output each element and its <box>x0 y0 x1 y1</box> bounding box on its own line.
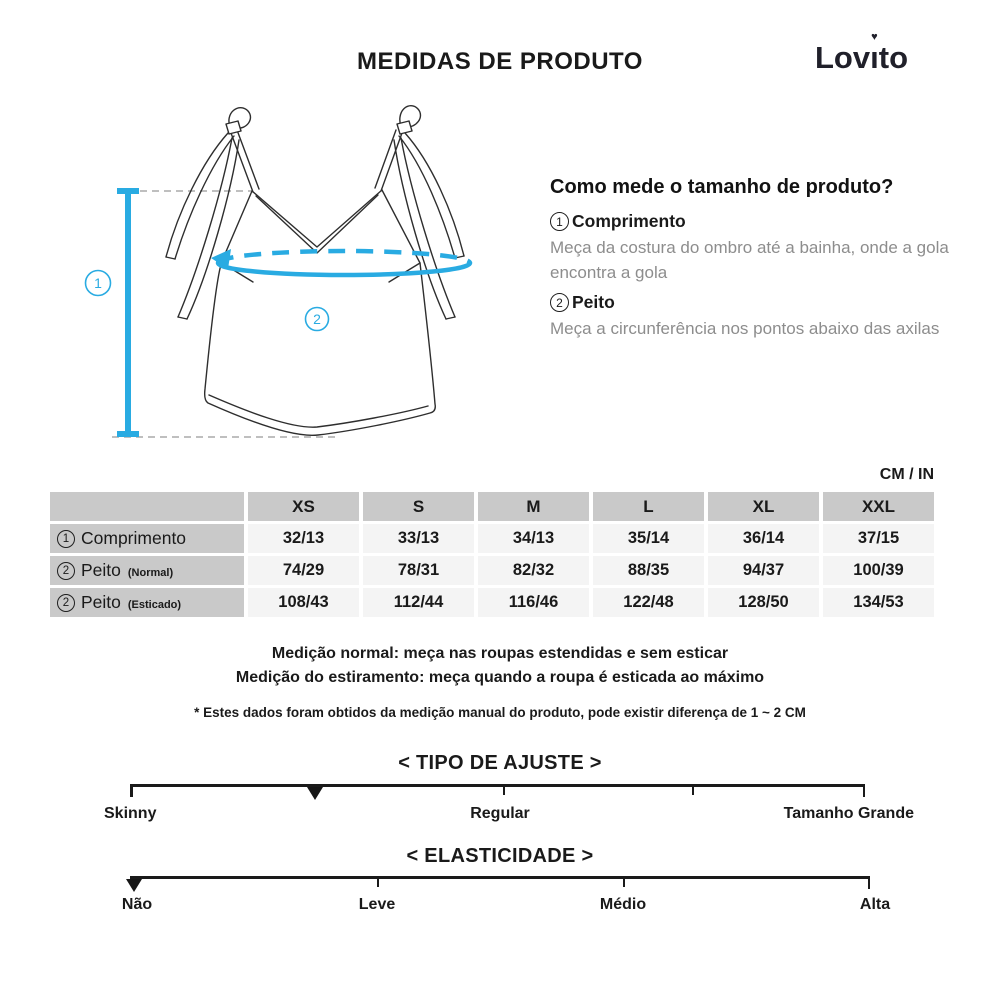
scale-tick <box>623 876 625 887</box>
garment-measure-diagram <box>50 100 510 460</box>
table-cell: 35/14 <box>593 524 704 553</box>
elasticity-scale-track <box>130 876 870 892</box>
page-title: MEDIDAS DE PRODUTO <box>357 48 643 75</box>
col-header-s: S <box>363 492 474 521</box>
circled-2-icon: 2 <box>550 293 569 312</box>
circled-1-icon: 1 <box>57 530 75 548</box>
col-header-xl: XL <box>708 492 819 521</box>
table-cell: 78/31 <box>363 556 474 585</box>
elasticity-marker-icon <box>126 879 142 892</box>
guide-item-name: Comprimento <box>572 211 686 231</box>
marker-1-number: 1 <box>94 275 102 291</box>
fit-marker-icon <box>307 787 323 800</box>
marker-2-number: 2 <box>313 311 321 327</box>
row-label-peito-normal: 2 Peito (Normal) <box>50 556 244 585</box>
scale-line <box>130 876 870 879</box>
circled-2-icon: 2 <box>57 562 75 580</box>
guide-item-peito <box>550 292 970 313</box>
guide-item-desc: Meça da costura do ombro até a bainha, onde a gola encontra a gola <box>550 238 949 282</box>
scale-tick <box>377 876 379 887</box>
table-cell: 112/44 <box>363 588 474 617</box>
heart-icon: ♥ <box>871 31 878 43</box>
table-cell: 36/14 <box>708 524 819 553</box>
guide-item-comprimento <box>550 211 970 232</box>
table-corner-cell <box>50 492 244 521</box>
table-cell: 32/13 <box>248 524 359 553</box>
elasticity-label-alta: Alta <box>859 896 891 913</box>
table-cell: 108/43 <box>248 588 359 617</box>
brand-text-suffix: to <box>878 40 909 75</box>
fit-label-regular: Regular <box>470 805 530 822</box>
table-cell: 74/29 <box>248 556 359 585</box>
diagram-markers <box>86 271 329 331</box>
table-cell: 37/15 <box>823 524 934 553</box>
guide-item-desc: Meça a circunferência nos pontos abaixo das axilas <box>550 319 940 338</box>
table-cell: 128/50 <box>708 588 819 617</box>
brand-text-prefix: Lov <box>815 40 871 75</box>
table-cell: 134/53 <box>823 588 934 617</box>
table-cell: 82/32 <box>478 556 589 585</box>
fit-label-skinny: Skinny <box>104 805 157 822</box>
elasticity-label-nao: Não <box>121 896 153 913</box>
col-header-l: L <box>593 492 704 521</box>
table-cell: 88/35 <box>593 556 704 585</box>
unit-label: CM / IN <box>879 466 934 483</box>
scale-tick <box>503 784 505 795</box>
scale-end-tick <box>130 784 133 797</box>
table-cell: 33/13 <box>363 524 474 553</box>
circled-1-icon: 1 <box>550 212 569 231</box>
fit-label-tamanho-grande: Tamanho Grande <box>783 805 914 822</box>
measure-note-normal: Medição normal: meça nas roupas estendidas e sem esticar <box>271 645 729 662</box>
length-measure-bar <box>117 188 139 437</box>
guide-heading: Como mede o tamanho de produto? <box>550 176 894 198</box>
fit-scale-track <box>130 784 865 800</box>
brand-logo <box>815 31 909 76</box>
col-header-xs: XS <box>248 492 359 521</box>
scale-tick <box>692 784 694 795</box>
row-label-peito-esticado: 2 Peito (Esticado) <box>50 588 244 617</box>
measure-note-stretch: Medição do estiramento: meça quando a roupa é esticada ao máximo <box>235 669 765 686</box>
table-cell: 122/48 <box>593 588 704 617</box>
fit-scale-title: < TIPO DE AJUSTE > <box>398 752 602 774</box>
row-label-comprimento: 1 Comprimento <box>50 524 244 553</box>
col-header-m: M <box>478 492 589 521</box>
table-cell: 94/37 <box>708 556 819 585</box>
table-cell: 100/39 <box>823 556 934 585</box>
guide-item-name: Peito <box>572 292 615 312</box>
scale-end-tick <box>868 876 871 889</box>
elasticity-scale-title: < ELASTICIDADE > <box>406 845 594 867</box>
brand-letter-i: ı ♥ <box>870 31 879 75</box>
tolerance-footnote: * Estes dados foram obtidos da medição manual do produto, pode existir diferença de 1 ~ 2 CM <box>194 705 806 720</box>
elasticity-label-medio: Médio <box>599 896 647 913</box>
scale-line <box>130 784 865 787</box>
scale-end-tick <box>863 784 866 797</box>
col-header-xxl: XXL <box>823 492 934 521</box>
table-cell: 34/13 <box>478 524 589 553</box>
circled-2-icon: 2 <box>57 594 75 612</box>
size-table <box>50 492 934 617</box>
measure-guide <box>550 176 970 341</box>
table-cell: 116/46 <box>478 588 589 617</box>
elasticity-label-leve: Leve <box>358 896 396 913</box>
